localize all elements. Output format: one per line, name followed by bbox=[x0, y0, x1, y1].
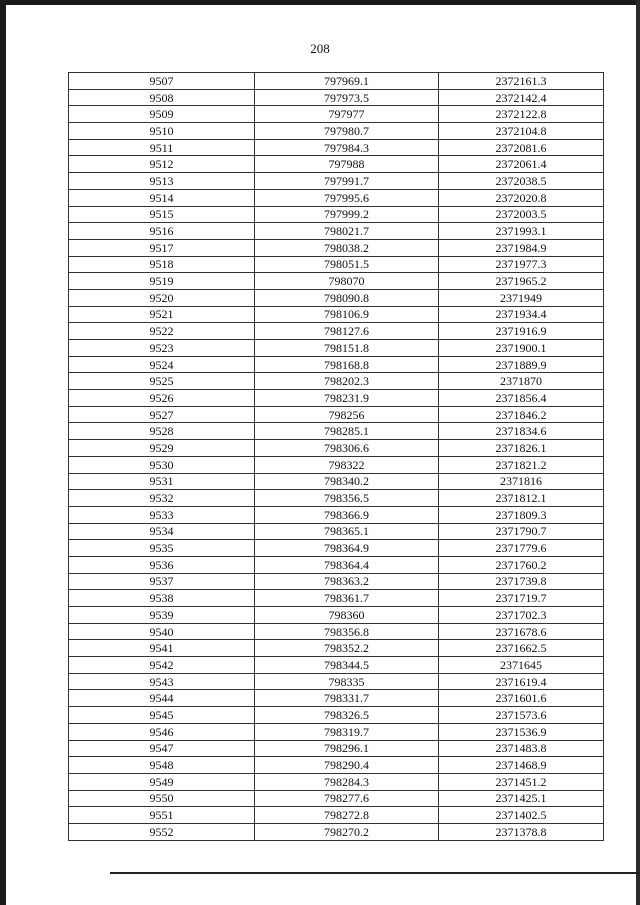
x-coordinate-cell: 797999.2 bbox=[255, 206, 439, 223]
point-id-cell: 9519 bbox=[69, 273, 255, 290]
table-row bbox=[69, 73, 604, 90]
point-id-cell: 9532 bbox=[69, 490, 255, 507]
y-coordinate-cell: 2371870 bbox=[439, 373, 604, 390]
table-row bbox=[69, 506, 604, 523]
y-coordinate-cell: 2372104.8 bbox=[439, 123, 604, 140]
y-coordinate-cell: 2371900.1 bbox=[439, 340, 604, 357]
x-coordinate-cell: 798090.8 bbox=[255, 289, 439, 306]
table-row bbox=[69, 573, 604, 590]
x-coordinate-cell: 798335 bbox=[255, 673, 439, 690]
table-row bbox=[69, 657, 604, 674]
y-coordinate-cell: 2371856.4 bbox=[439, 390, 604, 407]
x-coordinate-cell: 798285.1 bbox=[255, 423, 439, 440]
table-row bbox=[69, 156, 604, 173]
table-row bbox=[69, 440, 604, 457]
point-id-cell: 9521 bbox=[69, 306, 255, 323]
x-coordinate-cell: 798231.9 bbox=[255, 390, 439, 407]
point-id-cell: 9512 bbox=[69, 156, 255, 173]
table-row bbox=[69, 690, 604, 707]
y-coordinate-cell: 2372161.3 bbox=[439, 73, 604, 90]
table-row bbox=[69, 356, 604, 373]
table-row bbox=[69, 289, 604, 306]
x-coordinate-cell: 798038.2 bbox=[255, 239, 439, 256]
point-id-cell: 9542 bbox=[69, 657, 255, 674]
table-row bbox=[69, 740, 604, 757]
y-coordinate-cell: 2371984.9 bbox=[439, 239, 604, 256]
table-row bbox=[69, 590, 604, 607]
point-id-cell: 9538 bbox=[69, 590, 255, 607]
point-id-cell: 9534 bbox=[69, 523, 255, 540]
x-coordinate-cell: 798202.3 bbox=[255, 373, 439, 390]
x-coordinate-cell: 798106.9 bbox=[255, 306, 439, 323]
x-coordinate-cell: 798256 bbox=[255, 406, 439, 423]
table-row bbox=[69, 540, 604, 557]
x-coordinate-cell: 798356.8 bbox=[255, 623, 439, 640]
y-coordinate-cell: 2371425.1 bbox=[439, 790, 604, 807]
y-coordinate-cell: 2371378.8 bbox=[439, 823, 604, 840]
y-coordinate-cell: 2371402.5 bbox=[439, 807, 604, 824]
x-coordinate-cell: 798151.8 bbox=[255, 340, 439, 357]
table-row bbox=[69, 607, 604, 624]
point-id-cell: 9523 bbox=[69, 340, 255, 357]
x-coordinate-cell: 797977 bbox=[255, 106, 439, 123]
table-row bbox=[69, 823, 604, 840]
x-coordinate-cell: 798127.6 bbox=[255, 323, 439, 340]
x-coordinate-cell: 798340.2 bbox=[255, 473, 439, 490]
x-coordinate-cell: 797969.1 bbox=[255, 73, 439, 90]
x-coordinate-cell: 798366.9 bbox=[255, 506, 439, 523]
y-coordinate-cell: 2371977.3 bbox=[439, 256, 604, 273]
table-row bbox=[69, 123, 604, 140]
coordinates-table-body bbox=[69, 73, 604, 841]
x-coordinate-cell: 798360 bbox=[255, 607, 439, 624]
x-coordinate-cell: 798365.1 bbox=[255, 523, 439, 540]
table-row bbox=[69, 89, 604, 106]
x-coordinate-cell: 797984.3 bbox=[255, 139, 439, 156]
y-coordinate-cell: 2371739.8 bbox=[439, 573, 604, 590]
x-coordinate-cell: 797973.5 bbox=[255, 89, 439, 106]
point-id-cell: 9514 bbox=[69, 189, 255, 206]
table-row bbox=[69, 723, 604, 740]
point-id-cell: 9533 bbox=[69, 506, 255, 523]
x-coordinate-cell: 797991.7 bbox=[255, 173, 439, 190]
x-coordinate-cell: 798021.7 bbox=[255, 223, 439, 240]
table-row bbox=[69, 173, 604, 190]
point-id-cell: 9539 bbox=[69, 607, 255, 624]
y-coordinate-cell: 2372061.4 bbox=[439, 156, 604, 173]
table-row bbox=[69, 373, 604, 390]
table-row bbox=[69, 757, 604, 774]
point-id-cell: 9549 bbox=[69, 773, 255, 790]
table-row bbox=[69, 556, 604, 573]
x-coordinate-cell: 798296.1 bbox=[255, 740, 439, 757]
x-coordinate-cell: 798070 bbox=[255, 273, 439, 290]
x-coordinate-cell: 798363.2 bbox=[255, 573, 439, 590]
y-coordinate-cell: 2372081.6 bbox=[439, 139, 604, 156]
x-coordinate-cell: 798344.5 bbox=[255, 657, 439, 674]
table-row bbox=[69, 406, 604, 423]
y-coordinate-cell: 2371993.1 bbox=[439, 223, 604, 240]
y-coordinate-cell: 2371573.6 bbox=[439, 707, 604, 724]
point-id-cell: 9535 bbox=[69, 540, 255, 557]
y-coordinate-cell: 2371601.6 bbox=[439, 690, 604, 707]
y-coordinate-cell: 2371678.6 bbox=[439, 623, 604, 640]
x-coordinate-cell: 798352.2 bbox=[255, 640, 439, 657]
y-coordinate-cell: 2371619.4 bbox=[439, 673, 604, 690]
x-coordinate-cell: 798272.8 bbox=[255, 807, 439, 824]
point-id-cell: 9517 bbox=[69, 239, 255, 256]
point-id-cell: 9551 bbox=[69, 807, 255, 824]
x-coordinate-cell: 798290.4 bbox=[255, 757, 439, 774]
y-coordinate-cell: 2371965.2 bbox=[439, 273, 604, 290]
y-coordinate-cell: 2371536.9 bbox=[439, 723, 604, 740]
scan-border-right bbox=[636, 0, 640, 905]
table-row bbox=[69, 707, 604, 724]
table-row bbox=[69, 490, 604, 507]
table-row bbox=[69, 189, 604, 206]
table-row bbox=[69, 273, 604, 290]
table-row bbox=[69, 473, 604, 490]
x-coordinate-cell: 797988 bbox=[255, 156, 439, 173]
y-coordinate-cell: 2371483.8 bbox=[439, 740, 604, 757]
y-coordinate-cell: 2371949 bbox=[439, 289, 604, 306]
y-coordinate-cell: 2372122.8 bbox=[439, 106, 604, 123]
y-coordinate-cell: 2371662.5 bbox=[439, 640, 604, 657]
point-id-cell: 9528 bbox=[69, 423, 255, 440]
y-coordinate-cell: 2371934.4 bbox=[439, 306, 604, 323]
x-coordinate-cell: 798326.5 bbox=[255, 707, 439, 724]
point-id-cell: 9531 bbox=[69, 473, 255, 490]
point-id-cell: 9552 bbox=[69, 823, 255, 840]
y-coordinate-cell: 2371760.2 bbox=[439, 556, 604, 573]
point-id-cell: 9546 bbox=[69, 723, 255, 740]
y-coordinate-cell: 2371645 bbox=[439, 657, 604, 674]
x-coordinate-cell: 798168.8 bbox=[255, 356, 439, 373]
table-row bbox=[69, 239, 604, 256]
table-row bbox=[69, 456, 604, 473]
x-coordinate-cell: 798364.9 bbox=[255, 540, 439, 557]
table-row bbox=[69, 773, 604, 790]
point-id-cell: 9536 bbox=[69, 556, 255, 573]
x-coordinate-cell: 798051.5 bbox=[255, 256, 439, 273]
x-coordinate-cell: 797995.6 bbox=[255, 189, 439, 206]
x-coordinate-cell: 798306.6 bbox=[255, 440, 439, 457]
point-id-cell: 9516 bbox=[69, 223, 255, 240]
point-id-cell: 9522 bbox=[69, 323, 255, 340]
y-coordinate-cell: 2371816 bbox=[439, 473, 604, 490]
table-row bbox=[69, 790, 604, 807]
y-coordinate-cell: 2371790.7 bbox=[439, 523, 604, 540]
point-id-cell: 9526 bbox=[69, 390, 255, 407]
y-coordinate-cell: 2371812.1 bbox=[439, 490, 604, 507]
point-id-cell: 9507 bbox=[69, 73, 255, 90]
table-row bbox=[69, 106, 604, 123]
point-id-cell: 9525 bbox=[69, 373, 255, 390]
x-coordinate-cell: 798356.5 bbox=[255, 490, 439, 507]
point-id-cell: 9550 bbox=[69, 790, 255, 807]
point-id-cell: 9515 bbox=[69, 206, 255, 223]
x-coordinate-cell: 798319.7 bbox=[255, 723, 439, 740]
y-coordinate-cell: 2371889.9 bbox=[439, 356, 604, 373]
table-row bbox=[69, 306, 604, 323]
x-coordinate-cell: 798277.6 bbox=[255, 790, 439, 807]
point-id-cell: 9545 bbox=[69, 707, 255, 724]
table-row bbox=[69, 323, 604, 340]
point-id-cell: 9510 bbox=[69, 123, 255, 140]
x-coordinate-cell: 798364.4 bbox=[255, 556, 439, 573]
y-coordinate-cell: 2372003.5 bbox=[439, 206, 604, 223]
y-coordinate-cell: 2371809.3 bbox=[439, 506, 604, 523]
point-id-cell: 9530 bbox=[69, 456, 255, 473]
table-row bbox=[69, 623, 604, 640]
x-coordinate-cell: 797980.7 bbox=[255, 123, 439, 140]
table-row bbox=[69, 256, 604, 273]
point-id-cell: 9529 bbox=[69, 440, 255, 457]
point-id-cell: 9508 bbox=[69, 89, 255, 106]
point-id-cell: 9511 bbox=[69, 139, 255, 156]
table-row bbox=[69, 423, 604, 440]
table-row bbox=[69, 673, 604, 690]
scan-border-top bbox=[0, 0, 640, 5]
y-coordinate-cell: 2371846.2 bbox=[439, 406, 604, 423]
x-coordinate-cell: 798270.2 bbox=[255, 823, 439, 840]
table-row bbox=[69, 206, 604, 223]
x-coordinate-cell: 798322 bbox=[255, 456, 439, 473]
bottom-rule bbox=[110, 872, 640, 874]
point-id-cell: 9520 bbox=[69, 289, 255, 306]
point-id-cell: 9540 bbox=[69, 623, 255, 640]
x-coordinate-cell: 798361.7 bbox=[255, 590, 439, 607]
point-id-cell: 9544 bbox=[69, 690, 255, 707]
table-row bbox=[69, 390, 604, 407]
point-id-cell: 9537 bbox=[69, 573, 255, 590]
point-id-cell: 9524 bbox=[69, 356, 255, 373]
x-coordinate-cell: 798331.7 bbox=[255, 690, 439, 707]
y-coordinate-cell: 2371468.9 bbox=[439, 757, 604, 774]
point-id-cell: 9527 bbox=[69, 406, 255, 423]
point-id-cell: 9548 bbox=[69, 757, 255, 774]
y-coordinate-cell: 2371779.6 bbox=[439, 540, 604, 557]
y-coordinate-cell: 2371719.7 bbox=[439, 590, 604, 607]
table-row bbox=[69, 340, 604, 357]
y-coordinate-cell: 2372020.8 bbox=[439, 189, 604, 206]
table-row bbox=[69, 523, 604, 540]
table-row bbox=[69, 807, 604, 824]
y-coordinate-cell: 2372038.5 bbox=[439, 173, 604, 190]
y-coordinate-cell: 2371821.2 bbox=[439, 456, 604, 473]
y-coordinate-cell: 2372142.4 bbox=[439, 89, 604, 106]
y-coordinate-cell: 2371826.1 bbox=[439, 440, 604, 457]
point-id-cell: 9518 bbox=[69, 256, 255, 273]
y-coordinate-cell: 2371451.2 bbox=[439, 773, 604, 790]
page-number: 208 bbox=[310, 41, 330, 56]
scan-border-left bbox=[0, 0, 6, 905]
table-row bbox=[69, 223, 604, 240]
y-coordinate-cell: 2371702.3 bbox=[439, 607, 604, 624]
x-coordinate-cell: 798284.3 bbox=[255, 773, 439, 790]
point-id-cell: 9509 bbox=[69, 106, 255, 123]
point-id-cell: 9541 bbox=[69, 640, 255, 657]
table-row bbox=[69, 640, 604, 657]
point-id-cell: 9513 bbox=[69, 173, 255, 190]
y-coordinate-cell: 2371834.6 bbox=[439, 423, 604, 440]
point-id-cell: 9543 bbox=[69, 673, 255, 690]
coordinates-table bbox=[68, 72, 604, 841]
point-id-cell: 9547 bbox=[69, 740, 255, 757]
table-row bbox=[69, 139, 604, 156]
y-coordinate-cell: 2371916.9 bbox=[439, 323, 604, 340]
